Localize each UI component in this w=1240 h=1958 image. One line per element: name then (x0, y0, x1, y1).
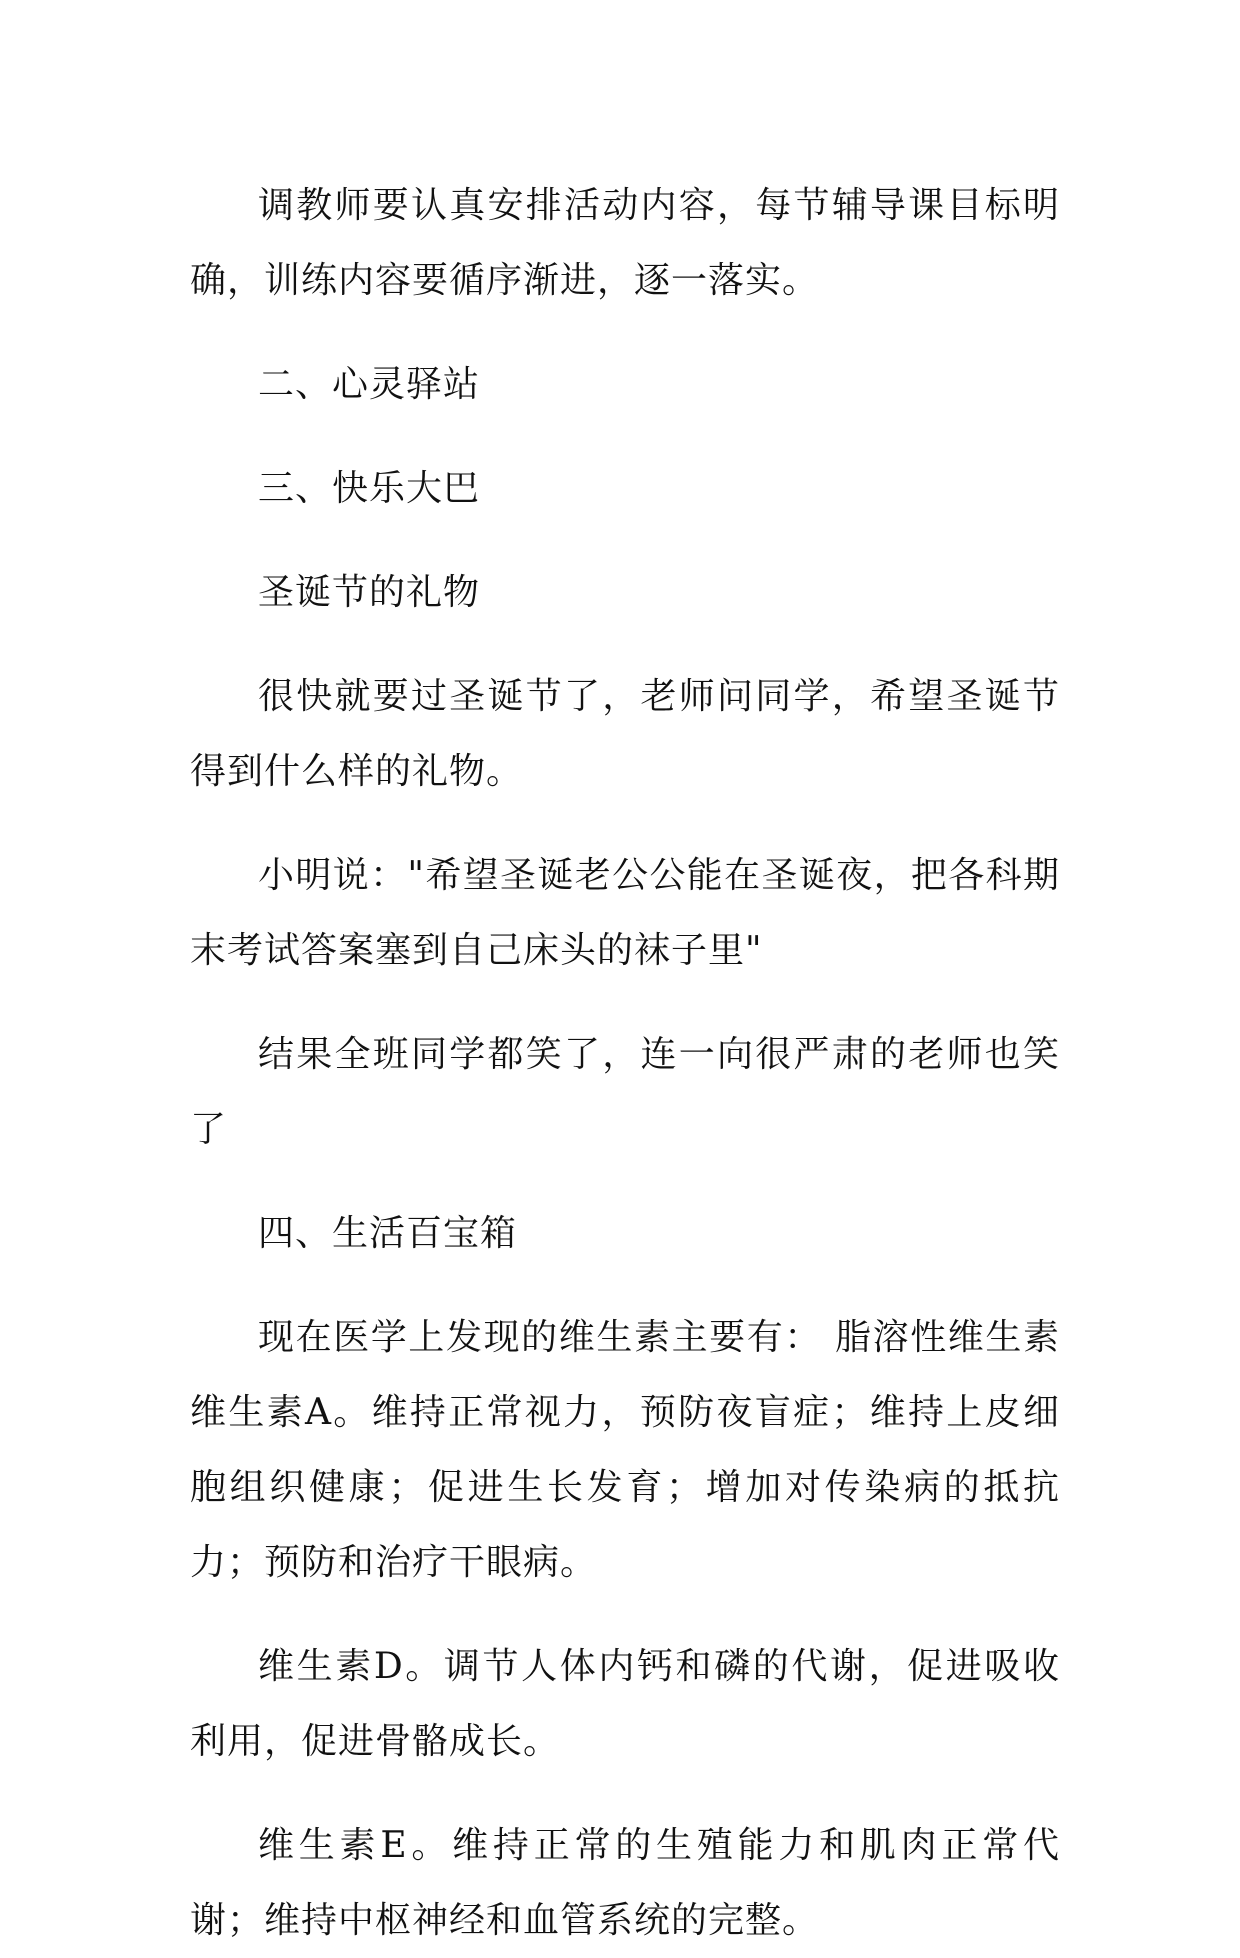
heading-life-treasure-box: 四、生活百宝箱 (258, 1213, 518, 1254)
paragraph-story-ending: 结果全班同学都笑了，连一向很严肃的老师也笑了 (190, 1034, 1060, 1150)
paragraph-teacher-arrangement: 调教师要认真安排活动内容，每节辅导课目标明确，训练内容要循序渐进，逐一落实。 (190, 185, 1060, 301)
paragraph-vitamin-d: 维生素D。调节人体内钙和磷的代谢，促进吸收利用，促进骨骼成长。 (190, 1646, 1060, 1762)
paragraph-xiaoming-quote: 小明说："希望圣诞老公公能在圣诞夜，把各科期末考试答案塞到自己床头的袜子里" (190, 855, 1060, 971)
paragraph-vitamin-e: 维生素E。维持正常的生殖能力和肌肉正常代谢；维持中枢神经和血管系统的完整。 (190, 1825, 1060, 1941)
story-title: 圣诞节的礼物 (258, 572, 481, 613)
heading-happy-bus: 三、快乐大巴 (258, 468, 481, 509)
paragraph-vitamin-a: 现在医学上发现的维生素主要有： 脂溶性维生素 维生素A。维持正常视力，预防夜盲症；维持上皮细胞组织健康；促进生长发育；增加对传染病的抵抗力；预防和治疗干眼病。 (190, 1317, 1073, 1583)
document-body (190, 168, 1073, 1958)
heading-heart-station: 二、心灵驿站 (258, 364, 481, 405)
paragraph-story-intro: 很快就要过圣诞节了，老师问同学，希望圣诞节得到什么样的礼物。 (190, 676, 1060, 792)
